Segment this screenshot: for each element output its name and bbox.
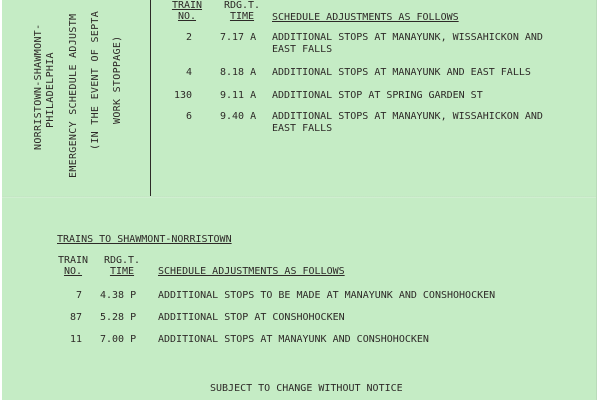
top-row-4-time: 9.40 A [220, 111, 257, 122]
top-header-adjustments: SCHEDULE ADJUSTMENTS AS FOLLOWS [272, 12, 459, 23]
bottom-header-time: TIME [109, 266, 135, 277]
side-title-line5: WORK STOPPAGE) [112, 35, 123, 124]
top-row-4-note: ADDITIONAL STOPS AT MANAYUNK, WISSAHICKON AND EAST FALLS [272, 111, 543, 134]
bottom-row-2-train: 87 [69, 312, 82, 323]
bottom-row-1-time: 4.38 P [100, 290, 137, 301]
bottom-row-1-note: ADDITIONAL STOPS TO BE MADE AT MANAYUNK AND CONSHOHOCKEN [158, 290, 496, 301]
bottom-section-title: TRAINS TO SHAWMONT-NORRISTOWN [57, 234, 232, 245]
side-title-line4: (IN THE EVENT OF SEPTA [90, 10, 101, 150]
top-row-3-train: 130 [173, 90, 192, 101]
side-title-line1: NORRISTOWN-SHAWMONT- [33, 23, 44, 150]
top-header-no: NO. [177, 11, 197, 22]
top-row-1-time: 7.17 A [220, 32, 257, 43]
bottom-row-3-note: ADDITIONAL STOPS AT MANAYUNK AND CONSHOHOCKEN [158, 334, 429, 345]
bottom-row-1-train: 7 [75, 290, 82, 301]
top-row-2-note: ADDITIONAL STOPS AT MANAYUNK AND EAST FALLS [272, 67, 531, 78]
side-title-line3: EMERGENCY SCHEDULE ADJUSTM [68, 13, 79, 178]
bottom-header-train: TRAIN [57, 255, 89, 266]
bottom-header-rdg: RDG.T. [103, 255, 141, 266]
top-row-3-note: ADDITIONAL STOP AT SPRING GARDEN ST [272, 90, 483, 101]
bottom-header-no: NO. [63, 266, 83, 277]
top-header-time: TIME [229, 11, 255, 22]
side-title-line2: PHILADELPHIA [45, 52, 56, 128]
vertical-divider [150, 0, 151, 196]
top-row-4-train: 6 [185, 111, 192, 122]
top-row-1-train: 2 [185, 32, 192, 43]
footer-notice: SUBJECT TO CHANGE WITHOUT NOTICE [210, 383, 403, 394]
top-row-1-note: ADDITIONAL STOPS AT MANAYUNK, WISSAHICKON AND EAST FALLS [272, 32, 543, 55]
bottom-row-2-time: 5.28 P [100, 312, 137, 323]
bottom-header-adjustments: SCHEDULE ADJUSTMENTS AS FOLLOWS [158, 266, 345, 277]
top-row-3-time: 9.11 A [220, 90, 257, 101]
top-row-2-time: 8.18 A [220, 67, 257, 78]
top-header-train: TRAIN [171, 0, 203, 11]
bottom-row-3-time: 7.00 P [100, 334, 137, 345]
top-row-2-train: 4 [185, 67, 192, 78]
bottom-row-2-note: ADDITIONAL STOP AT CONSHOHOCKEN [158, 312, 345, 323]
bottom-row-3-train: 11 [69, 334, 82, 345]
top-header-rdg: RDG.T. [223, 0, 261, 11]
page-fold [2, 196, 596, 198]
